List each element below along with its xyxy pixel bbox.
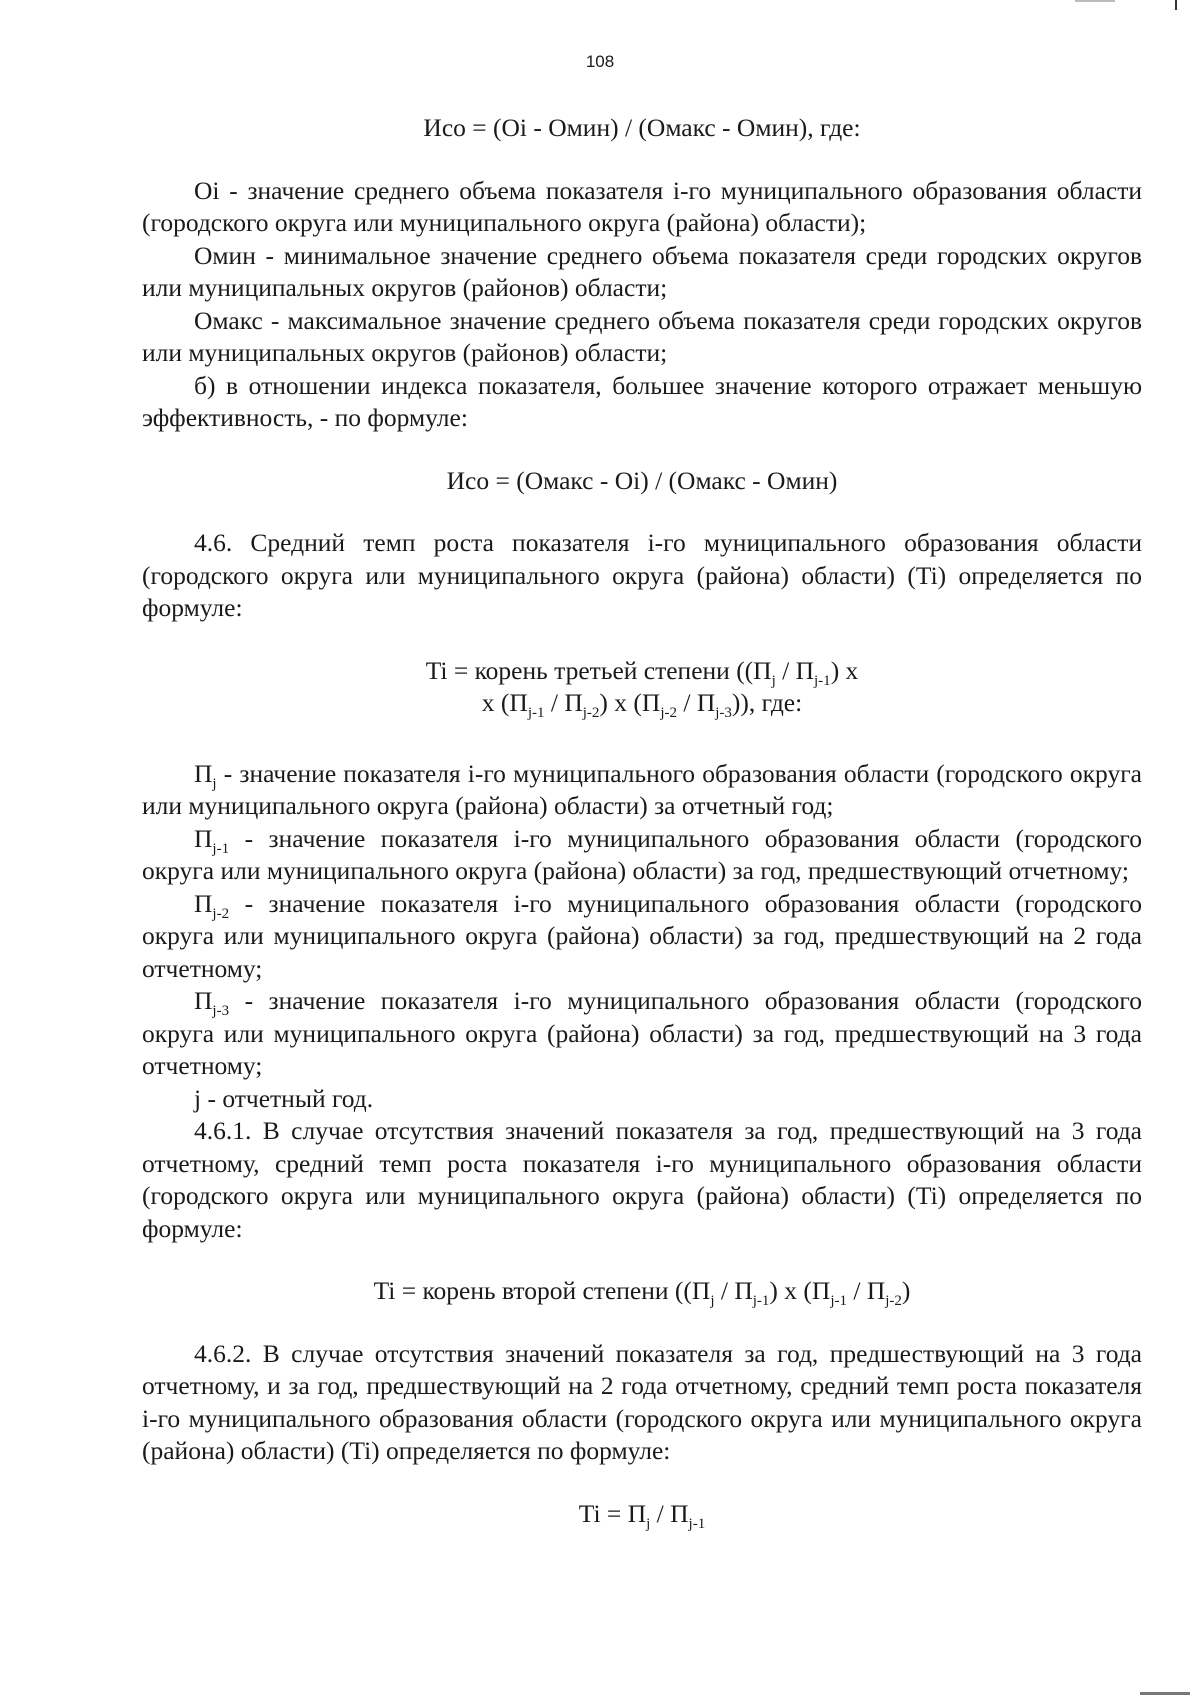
item-b-paragraph: б) в отношении индекса показателя, большее значение которого отражает меньшую эффективность, - по формуле: [142, 370, 1142, 432]
section-4-6-paragraph: 4.6. Средний темп роста показателя i-го муниципального образования области (городского округа или муниципального округа (района) области) (Ti) определяется по формуле: [142, 528, 1142, 622]
formula-ti-square: Ti = корень второй степени ($(П_j / П_{j-1})$ x $(П_{j-1} / П_{j-2})$ [373, 1276, 911, 1310]
scan-artifact [1140, 1692, 1190, 1695]
page-number: 108 [585, 52, 615, 71]
definition-omax: Омакс - максимальное значение среднего объема показателя среди городских округов или муниципальных округов (районов) области; [142, 305, 1142, 367]
scan-artifact [1175, 0, 1177, 10]
scan-artifact [1075, 0, 1115, 2]
definition-j: j - отчетный год. [194, 1083, 374, 1113]
definition-oi: Oi - значение среднего объема показателя i-го муниципального образования области (городского округа или муниципального округа (района) области); [142, 175, 1142, 237]
formula-iso-direct: Исо = (Oi - Омин) / (Омакс - Омин), где: [423, 113, 861, 142]
definition-pj: $П_j$ - значение показателя i-го муниципального образования области (городского округа или муниципального округа (района) области) за отчетный год; [142, 758, 1142, 820]
section-4-6-1-paragraph: 4.6.1. В случае отсутствия значений показателя за год, предшествующий на 3 года отчетному, средний темп роста показателя i-го муниципального образования области (городского округа или муниципального округа (района) области) (Ti) определяется по формуле: [142, 1116, 1142, 1243]
formula-ti-simple: $Ti = П_j / П_{j-1}$ [578, 1498, 706, 1532]
document-body [142, 112, 1142, 1530]
formula-ti-cubic: Ti = корень третьей степени ($(П_j / П_{j-1})$ x x $(П_{j-1} / П_{j-2})$ x $(П_{j-2} / П_{j-3})$), где: [425, 655, 859, 722]
formula-iso-inverse: Исо = (Омакс - Oi) / (Омакс - Омин) [446, 465, 838, 495]
section-4-6-2-paragraph: 4.6.2. В случае отсутствия значений показателя за год, предшествующий на 3 года отчетному, и за год, предшествующий на 2 года отчетному, средний темп роста показателя i-го муниципального образования области (городского округа или муниципального округа (района) области) (Ti) определяется по формуле: [142, 1338, 1142, 1465]
definition-pj-3: $П_{j-3}$ - значение показателя i-го муниципального образования области (городского округа или муниципального округа (района) области) за год, предшествующий на 3 года отчетному; [142, 986, 1142, 1080]
definition-pj-2: $П_{j-2}$ - значение показателя i-го муниципального образования области (городского округа или муниципального округа (района) области) за год, предшествующий на 2 года отчетному; [142, 888, 1142, 983]
definition-pj-1: $П_{j-1}$ - значение показателя i-го муниципального образования области (городского округа или муниципального округа (района) области) за год, предшествующий отчетному; [142, 823, 1142, 885]
definition-omin: Омин - минимальное значение среднего объема показателя среди городских округов или муниципальных округов (районов) области; [142, 240, 1142, 302]
